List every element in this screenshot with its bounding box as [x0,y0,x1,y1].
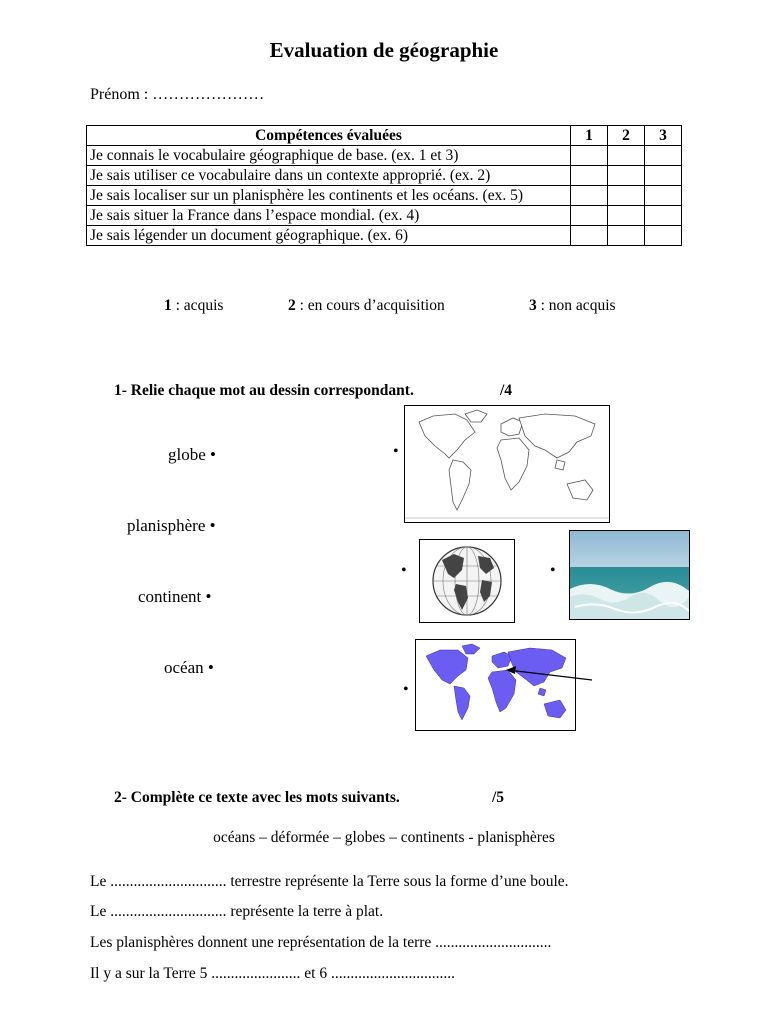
sentence-2: Le .............................. représente la terre à plat. [90,903,384,920]
exercise-1-score: /4 [500,382,513,399]
grade-cell [608,166,645,186]
table-col-3: 3 [645,126,682,146]
table-row [87,186,682,206]
bullet-continent-map: • [403,681,409,698]
prenom-field: Prénom : ………………… [90,86,265,103]
table-col-1: 1 [571,126,608,146]
legend-non-acquis: 3 : non acquis [529,297,616,314]
bullet-ocean: • [550,562,556,579]
table-row [87,226,682,246]
grade-cell [645,166,682,186]
page-title: Evaluation de géographie [269,38,499,62]
table-cell: Je sais situer la France dans l’espace mondial. (ex. 4) [87,206,571,226]
table-header-row [87,126,682,146]
grade-cell [608,146,645,166]
word-list: océans – déformée – globes – continents - planisphères [213,829,555,846]
sentence-4: Il y a sur la Terre 5 ....................... et 6 ................................ [90,965,455,982]
grade-cell [645,206,682,226]
grade-cell [645,146,682,166]
table-header: Compétences évaluées [87,126,571,146]
table-row [87,146,682,166]
table-cell: Je sais légender un document géographique. (ex. 6) [87,226,571,246]
grade-cell [571,186,608,206]
grade-cell [645,226,682,246]
word-globe: globe • [168,445,216,464]
word-ocean: océan • [164,658,214,677]
grade-cell [571,166,608,186]
sentence-1: Le .............................. terrestre représente la Terre sous la forme d’une boule. [90,873,569,890]
grade-cell [608,226,645,246]
table-cell: Je sais localiser sur un planisphère les continents et les océans. (ex. 5) [87,186,571,206]
exercise-2-title: 2- Complète ce texte avec les mots suivants. [114,789,400,806]
table-cell: Je sais utiliser ce vocabulaire dans un contexte approprié. (ex. 2) [87,166,571,186]
legend-acquis: 1 : acquis [164,297,224,314]
table-row [87,206,682,226]
grade-cell [571,146,608,166]
grade-cell [571,206,608,226]
bullet-globe: • [401,562,407,579]
outline-world-map-image [404,405,610,523]
grade-cell [645,186,682,206]
table-row [87,166,682,186]
bullet-outline-map: • [393,443,399,460]
exercise-2-score: /5 [492,789,505,806]
legend-en-cours: 2 : en cours d’acquisition [288,297,445,314]
grade-cell [571,226,608,246]
globe-image [419,539,515,623]
grade-cell [608,186,645,206]
word-continent: continent • [138,587,212,606]
grade-cell [608,206,645,226]
table-cell: Je connais le vocabulaire géographique de base. (ex. 1 et 3) [87,146,571,166]
word-planisphere: planisphère • [127,516,216,535]
arrow-pointer [500,662,596,686]
exercise-1-title: 1- Relie chaque mot au dessin correspondant. [114,382,414,399]
sentence-3: Les planisphères donnent une représentation de la terre .............................. [90,934,552,951]
table-col-2: 2 [608,126,645,146]
competences-table [86,125,682,246]
ocean-image [569,530,690,620]
